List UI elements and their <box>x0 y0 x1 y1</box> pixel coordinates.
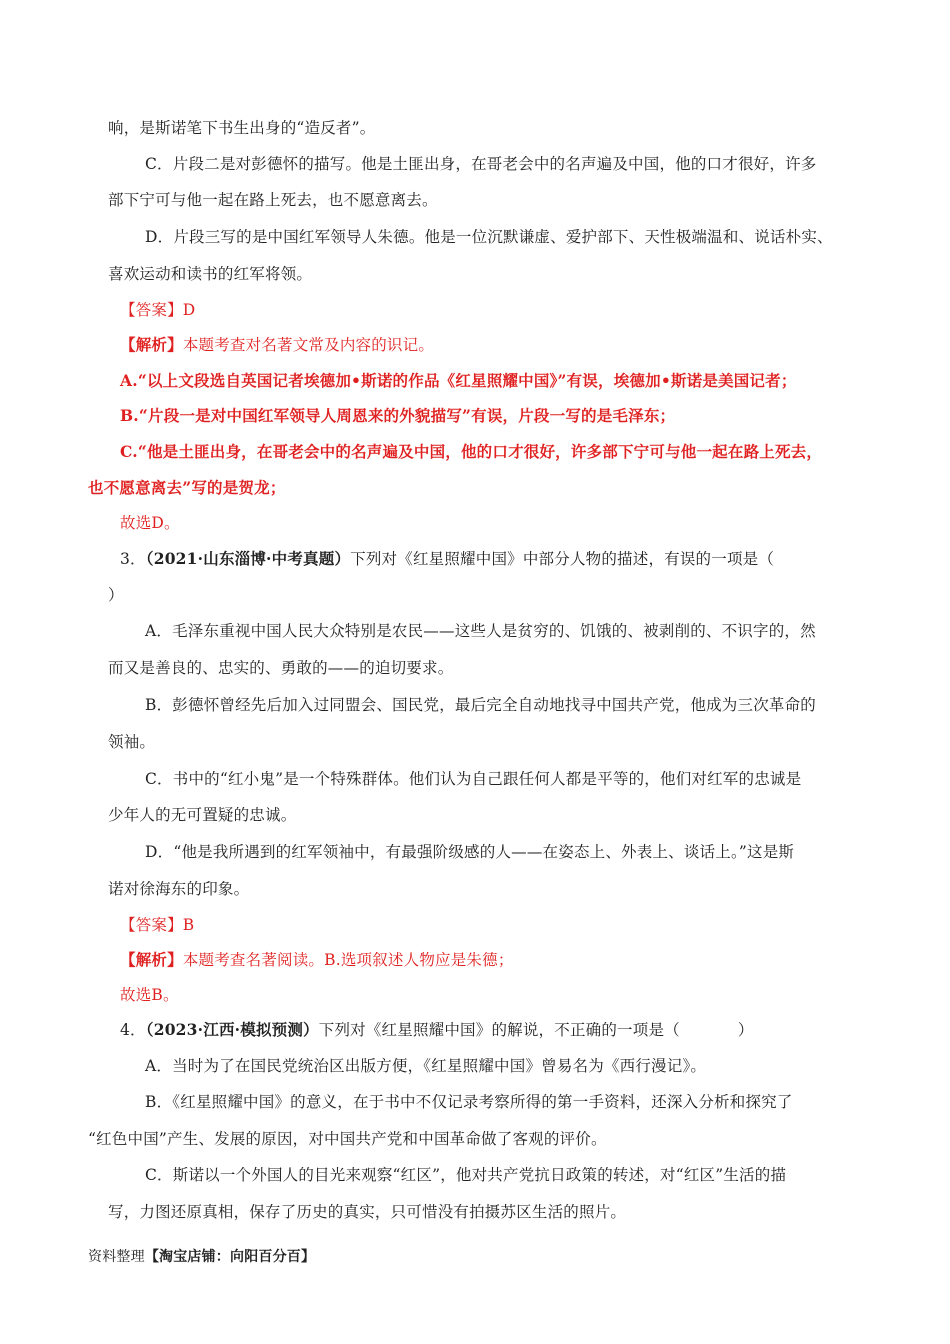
question-4-stem <box>120 1020 754 1040</box>
q4-option-b-2: “红色中国”产生、发展的原因，对中国共产党和中国革命做了客观的评价。 <box>88 1130 607 1148</box>
explanation-c-2: 也不愿意离去”写的是贺龙； <box>88 478 286 497</box>
question-number: 3． <box>120 550 146 568</box>
explanation-c: C.“他是土匪出身，在哥老会中的名声遍及中国，他的口才很好，许多部下宁可与他一起在路上死去， <box>120 442 823 461</box>
question-text: 下列对《红星照耀中国》的解说，不正确的一项是（ <box>318 1021 680 1039</box>
q3-option-d: D．“他是我所遇到的红军领袖中，有最强阶级感的人——在姿态上、外表上、谈话上。”这是斯 <box>145 843 795 861</box>
explanation-b: B.“片段一是对中国红军领导人周恩来的外貌描写”有误，片段一写的是毛泽东； <box>120 406 676 425</box>
text-line: 响，是斯诺笔下书生出身的“造反者”。 <box>108 119 376 137</box>
q4-option-a: A．当时为了在国民党统治区出版方便，《红星照耀中国》曾易名为《西行漫记》。 <box>145 1057 707 1075</box>
q3-option-a-2: 而又是善良的、忠实的、勇敢的——的迫切要求。 <box>108 659 454 677</box>
analysis-text: 本题考查名著阅读。B.选项叙述人物应是朱德； <box>182 951 514 969</box>
question-text: 下列对《红星照耀中国》中部分人物的描述，有误的一项是（ <box>350 550 775 568</box>
question-3-stem <box>120 549 774 569</box>
analysis-line <box>120 950 514 970</box>
option-c-line: C．片段二是对彭德怀的描写。他是土匪出身，在哥老会中的名声遍及中国，他的口才很好，许多 <box>145 155 817 173</box>
q3-option-d-2: 诺对徐海东的印象。 <box>108 880 250 898</box>
question-number: 4． <box>120 1021 146 1039</box>
option-c-line-2: 部下宁可与他一起在路上死去，也不愿意离去。 <box>108 191 438 209</box>
q4-option-c: C．斯诺以一个外国人的目光来观察“红区”，他对共产党抗日政策的转述，对“红区”生活的描 <box>145 1166 787 1184</box>
footer-shop: 【淘宝店铺：向阳百分百】 <box>144 1249 316 1265</box>
answer-label: 【答案】B <box>120 916 195 934</box>
page-footer <box>88 1247 315 1267</box>
q3-option-b: B．彭德怀曾经先后加入过同盟会、国民党，最后完全自动地找寻中国共产党，他成为三次革命的 <box>145 696 816 714</box>
q4-option-c-2: 写，力图还原真相，保存了历史的真实，只可惜没有拍摄苏区生活的照片。 <box>108 1203 627 1221</box>
footer-label: 资料整理 <box>88 1249 145 1265</box>
option-d-line-2: 喜欢运动和读书的红军将领。 <box>108 265 313 283</box>
analysis-label: 【解析】 <box>120 950 183 969</box>
question-bracket-close: ） <box>737 1021 754 1039</box>
q3-option-b-2: 领袖。 <box>108 733 156 751</box>
analysis-text: 本题考查对名著文常及内容的识记。 <box>182 336 435 354</box>
question-source: （2021·山东淄博·中考真题） <box>145 549 351 568</box>
analysis-line <box>120 335 434 355</box>
answer-label: 【答案】D <box>120 301 196 319</box>
question-3-bracket: ） <box>108 586 124 604</box>
question-source: （2023·江西·模拟预测） <box>145 1020 319 1039</box>
q4-option-b: B．《红星照耀中国》的意义，在于书中不仅记录考察所得的第一手资料，还深入分析和探究了 <box>145 1093 793 1111</box>
conclusion: 故选B。 <box>120 986 179 1004</box>
option-d-line: D．片段三写的是中国红军领导人朱德。他是一位沉默谦虚、爱护部下、天性极端温和、说话朴实、 <box>145 228 833 246</box>
explanation-a: A.“以上文段选自英国记者埃德加•斯诺的作品《红星照耀中国》”有误，埃德加•斯诺是美国记者； <box>120 371 797 390</box>
analysis-label: 【解析】 <box>120 335 183 354</box>
q3-option-c: C．书中的“红小鬼”是一个特殊群体。他们认为自己跟任何人都是平等的，他们对红军的忠诚是 <box>145 770 802 788</box>
conclusion: 故选D。 <box>120 514 180 532</box>
q3-option-a: A．毛泽东重视中国人民大众特别是农民——这些人是贫穷的、饥饿的、被剥削的、不识字的，然 <box>145 622 816 640</box>
q3-option-c-2: 少年人的无可置疑的忠诚。 <box>108 806 297 824</box>
